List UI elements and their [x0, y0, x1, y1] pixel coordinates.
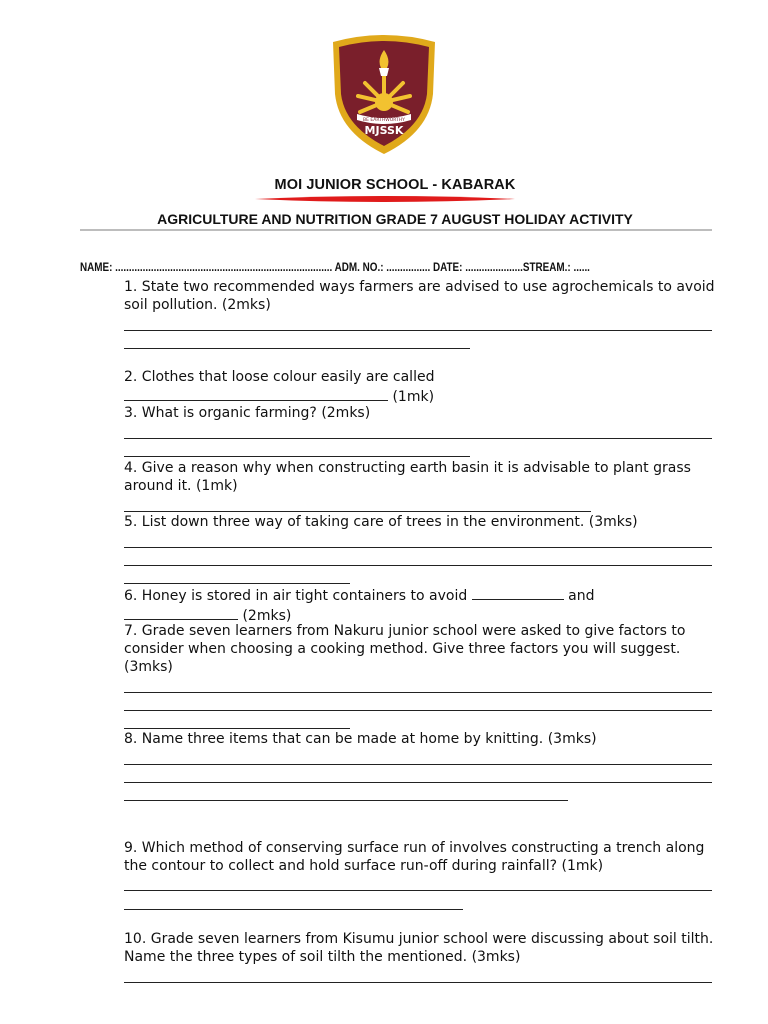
fill-in-blank[interactable] [124, 605, 238, 620]
answer-line[interactable] [124, 909, 463, 910]
question-2-marks: (1mk) [388, 389, 435, 405]
answer-line[interactable] [124, 728, 350, 729]
answer-line[interactable] [124, 547, 712, 548]
emblem-text: MJSSK [364, 124, 404, 137]
answer-line[interactable] [124, 511, 591, 512]
question-1: 1. State two recommended ways farmers are advised to use agrochemicals to avoid soil pollution. (2mks) [124, 279, 715, 313]
question-4: 4. Give a reason why when constructing earth basin it is advisable to plant grass around it. (1mk) [124, 460, 691, 494]
question-6 [124, 585, 724, 625]
question-2 [124, 368, 724, 406]
question-7: 7. Grade seven learners from Nakuru junior school were asked to give factors to consider when choosing a cooking method. Give three factors you will suggest. (3mks) [124, 623, 686, 675]
answer-line[interactable] [124, 330, 712, 331]
answer-line[interactable] [124, 565, 712, 566]
answer-line[interactable] [124, 890, 712, 891]
answer-line[interactable] [124, 782, 712, 783]
question-10: 10. Grade seven learners from Kisumu junior school were discussing about soil tilth. Name the three types of soil tilth the mentioned. (3mks) [124, 931, 714, 965]
school-name: MOI JUNIOR SCHOOL - KABARAK [274, 177, 516, 193]
fill-in-blank[interactable] [124, 386, 388, 401]
activity-title: AGRICULTURE AND NUTRITION GRADE 7 AUGUST HOLIDAY ACTIVITY [157, 211, 633, 227]
answer-line[interactable] [124, 982, 712, 983]
school-logo [329, 34, 439, 156]
title-divider [80, 229, 712, 231]
fill-in-blank[interactable] [472, 585, 564, 600]
answer-line[interactable] [124, 800, 568, 801]
question-6-marks: (2mks) [238, 608, 292, 624]
motto-text: BE EARTHWORTHY [363, 118, 405, 123]
answer-line[interactable] [124, 348, 470, 349]
answer-line[interactable] [124, 692, 712, 693]
answer-line[interactable] [124, 710, 712, 711]
answer-line[interactable] [124, 764, 712, 765]
answer-line[interactable] [124, 438, 712, 439]
question-9: 9. Which method of conserving surface run of involves constructing a trench along the contour to collect and hold surface run-off during rainfall? (1mk) [124, 840, 705, 874]
answer-line[interactable] [124, 583, 350, 584]
question-3: 3. What is organic farming? (2mks) [124, 405, 371, 421]
question-2-text: 2. Clothes that loose colour easily are called [124, 369, 435, 385]
answer-line[interactable] [124, 456, 470, 457]
question-5: 5. List down three way of taking care of trees in the environment. (3mks) [124, 514, 638, 530]
red-swoosh-divider [255, 193, 515, 205]
question-6-and: and [563, 588, 595, 604]
question-6-text: 6. Honey is stored in air tight containers to avoid [124, 588, 468, 604]
student-info-line: NAME: ............................................................................... ADM. NO.: ................ DATE: .....................STREAM.: ...... [80, 262, 590, 274]
question-8: 8. Name three items that can be made at home by knitting. (3mks) [124, 731, 597, 747]
